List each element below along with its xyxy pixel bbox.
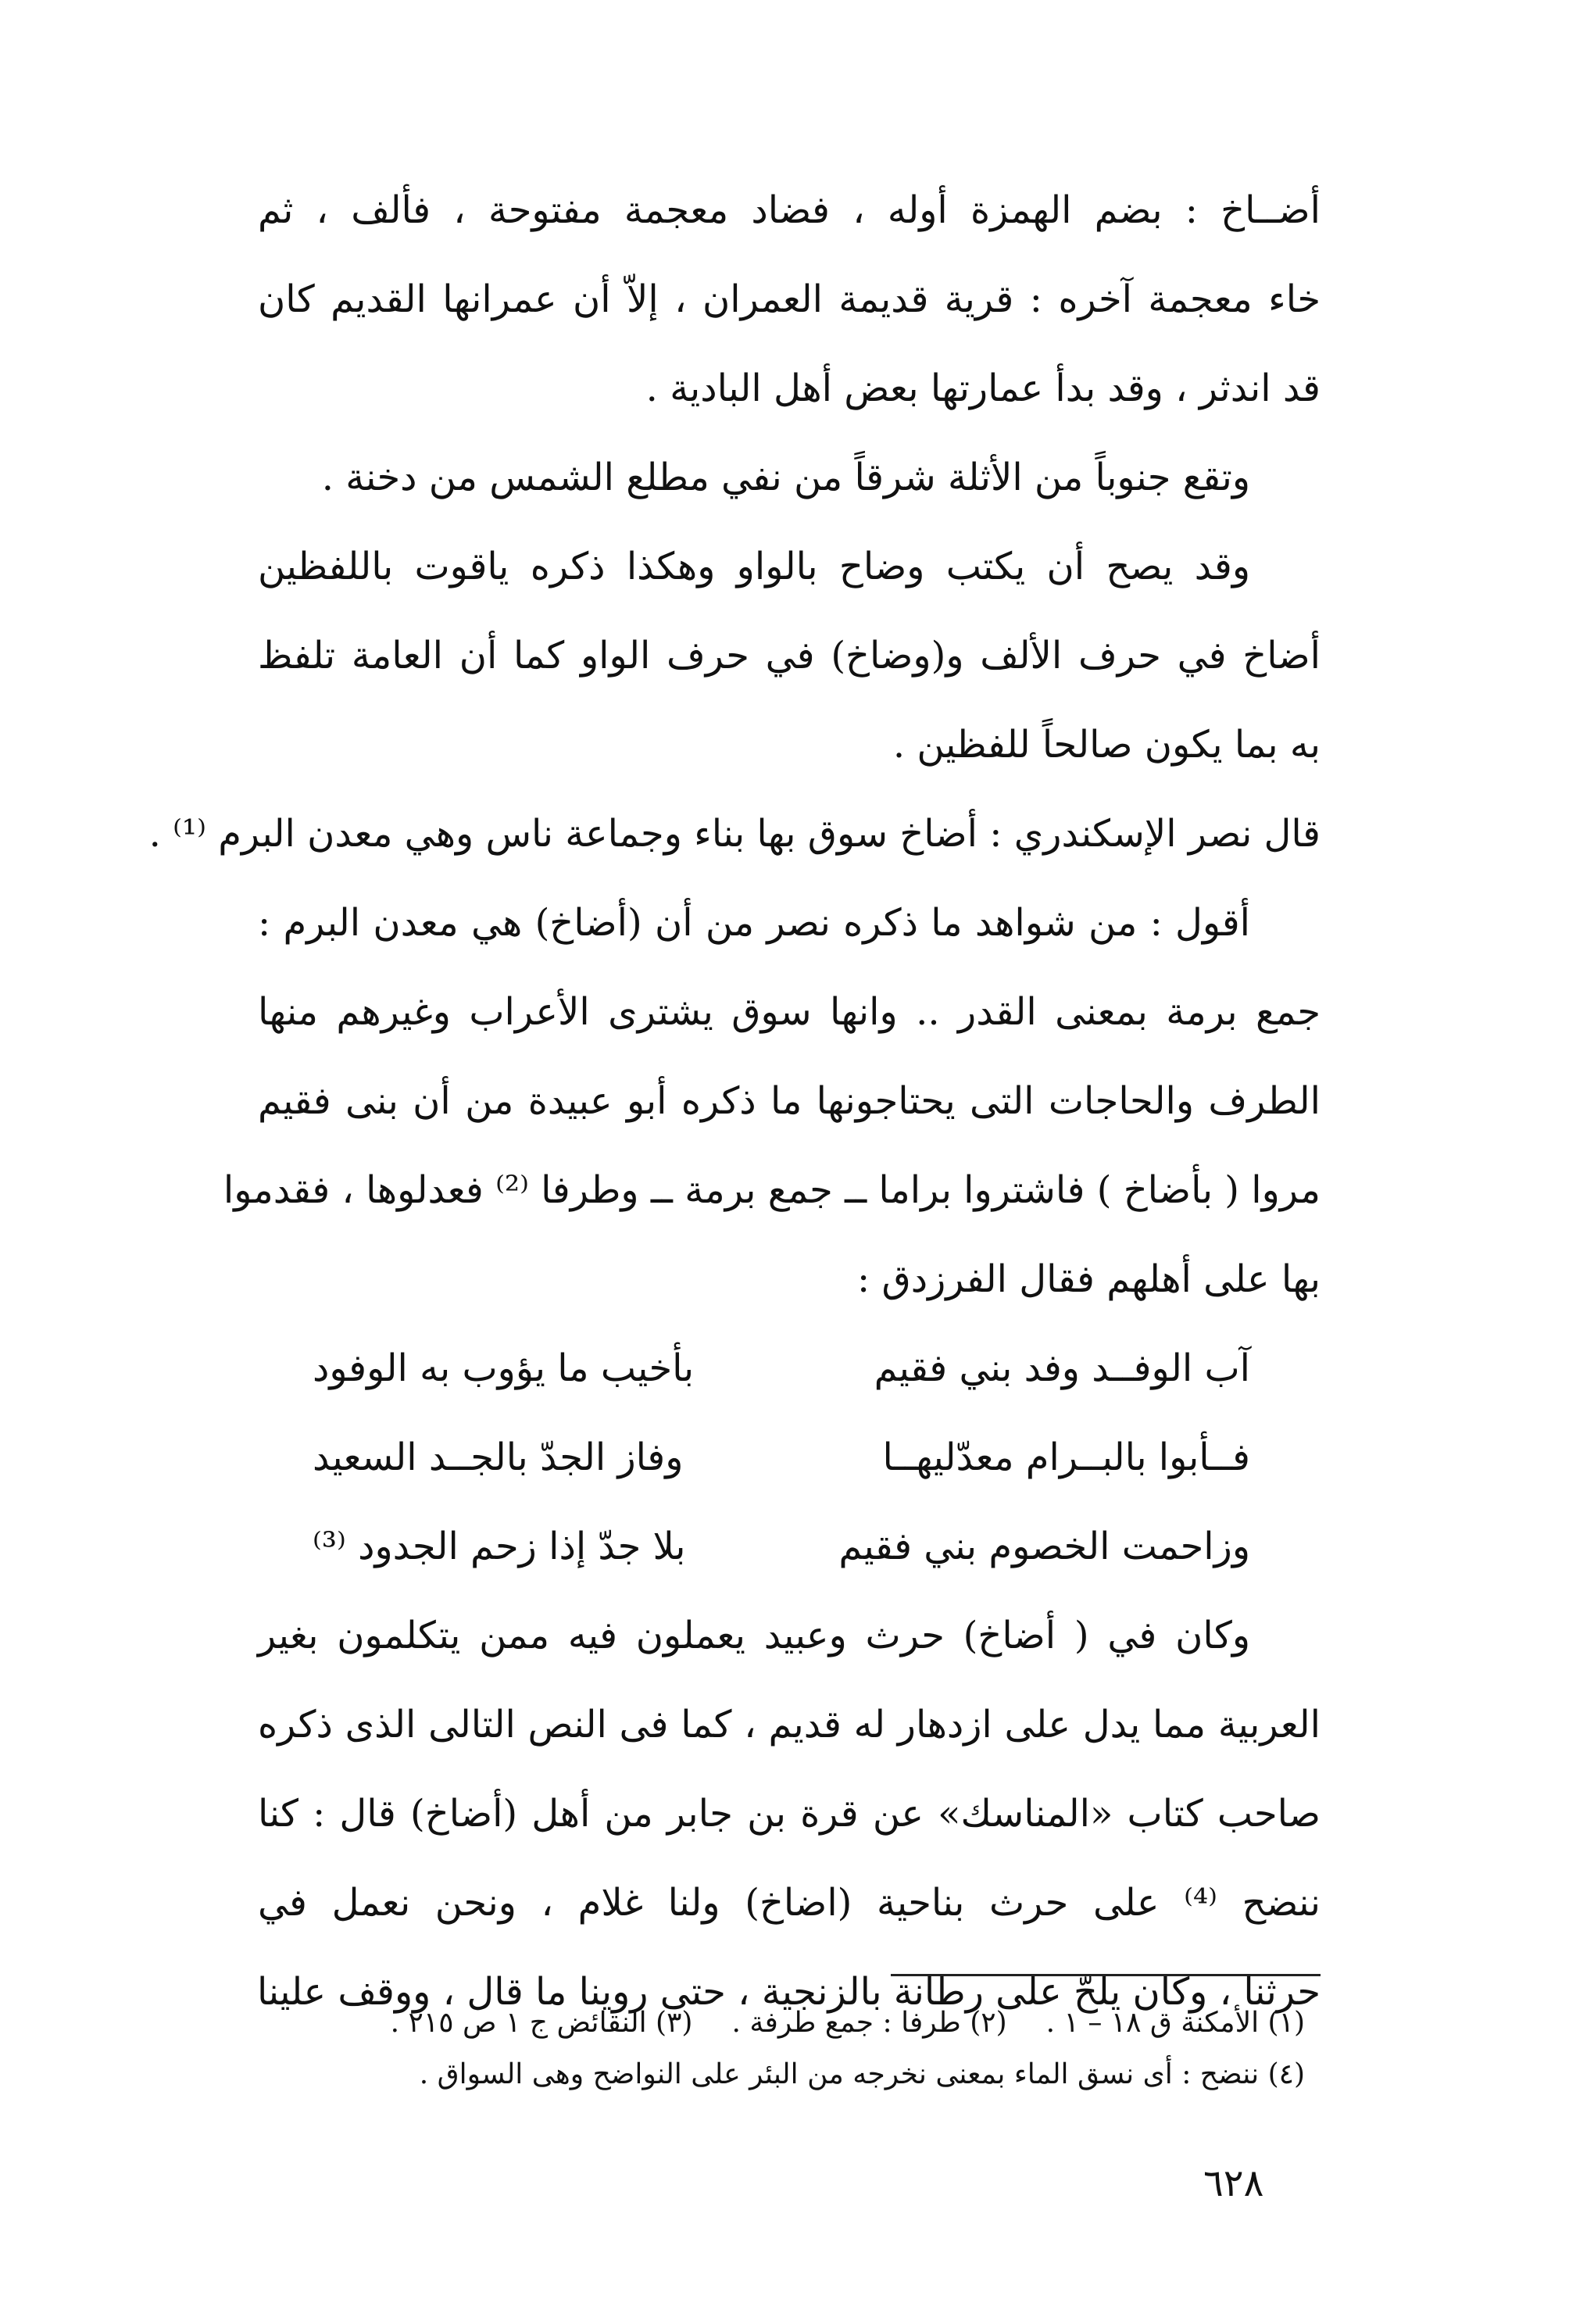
footnote-2: (٢) طرفا : جمع طرفة . (731, 2007, 1007, 2039)
footnote-row (313, 1997, 1305, 2049)
text-line: ننضح ⁽⁴⁾ على حرث بناحية (اضاخ) ولنا غلام ، ونحن نعمل في (258, 1881, 1321, 1925)
poem (258, 1324, 1321, 1591)
poem-verse (258, 1502, 1250, 1591)
text-line: قال نصر الإسكندري : أضاخ سوق بها بناء وجماعة ناس وهي معدن البرم ⁽¹⁾ . (148, 812, 1321, 856)
main-text (148, 166, 1321, 2036)
text-line: جمع برمة بمعنى القدر .. وانها سوق يشترى الأعراب وغيرهم منها (258, 990, 1321, 1034)
text-line: مروا ( بأضاخ ) فاشتروا براما ــ جمع برمة ــ وطرفا ⁽²⁾ فعدلوها ، فقدموا (223, 1168, 1321, 1212)
footnote-row (313, 2049, 1305, 2101)
text-line: وكان في ( أضاخ) حرث وعبيد يعملون فيه ممن يتكلمون بغير (258, 1614, 1250, 1657)
verse-second-half: بأخيب ما يؤوب به الوفود (313, 1346, 695, 1390)
poem-verse (258, 1413, 1250, 1502)
text-line: به بما يكون صالحاً للفظين . (892, 723, 1321, 767)
footnote-1: (١) الأمكنة ق ١٨ – ١ . (1045, 2007, 1305, 2039)
text-line: صاحب كتاب «المناسك» عن قرة بن جابر من أهل (أضاخ) قال : كنا (258, 1792, 1321, 1836)
verse-first-half: آب الوفــد وفد بني فقيم (874, 1346, 1250, 1390)
text-line: قد اندثر ، وقد بدأ عمارتها بعض أهل البادية . (645, 366, 1321, 410)
text-line: العربية مما يدل على ازدهار له قديم ، كما فى النص التالى الذى ذكره (258, 1703, 1321, 1747)
text-line: أضــاخ : بضم الهمزة أوله ، فضاد معجمة مفتوحة ، فألف ، ثم (258, 188, 1321, 232)
text-line: أقول : من شواهد ما ذكره نصر من أن (أضاخ) هي معدن البرم : (258, 901, 1250, 945)
footnote-3: (٣) النقائض ج ١ ص ٢١٥ . (390, 2007, 693, 2039)
verse-first-half: وزاحمت الخصوم بني فقيم (838, 1525, 1250, 1568)
page-number: ٦٢٨ (1203, 2161, 1264, 2205)
text-line: خاء معجمة آخره : قرية قديمة العمران ، إلاّ أن عمرانها القديم كان (258, 277, 1321, 321)
verse-first-half: فــأبوا بالبــرام معدّليهــا (882, 1436, 1250, 1479)
footnote-4: (٤) ننضح : أى نسق الماء بمعنى نخرجه من البئر على النواضح وهى السواق . (419, 2058, 1305, 2090)
text-line: الطرف والحاجات التى يحتاجونها ما ذكره أبو عبيدة من أن بنى فقيم (258, 1079, 1321, 1123)
text-line: أضاخ في حرف الألف و(وضاخ) في حرف الواو كما أن العامة تلفظ (258, 634, 1321, 678)
text-line: حرثنا ، وكان يلحّ على رطانة بالزنجية ، حتى روينا ما قال ، ووقف علينا (256, 1970, 1321, 2014)
footnotes (313, 1997, 1305, 2101)
text-line: بها على أهلهم فقال الفرزدق : (857, 1257, 1321, 1301)
text-line: وتقع جنوباً من الأثلة شرقاً من نفي مطلع الشمس من دخنة . (321, 456, 1250, 499)
verse-second-half: وفاز الجدّ بالجــد السعيد (313, 1436, 684, 1479)
text-line: وقد يصح أن يكتب وضاح بالواو وهكذا ذكره ياقوت باللفظين (258, 545, 1250, 588)
verse-second-half: بلا جدّ إذا زحم الجدود ⁽³⁾ (313, 1525, 686, 1568)
poem-verse (258, 1324, 1250, 1413)
footnote-divider (891, 1974, 1321, 1976)
